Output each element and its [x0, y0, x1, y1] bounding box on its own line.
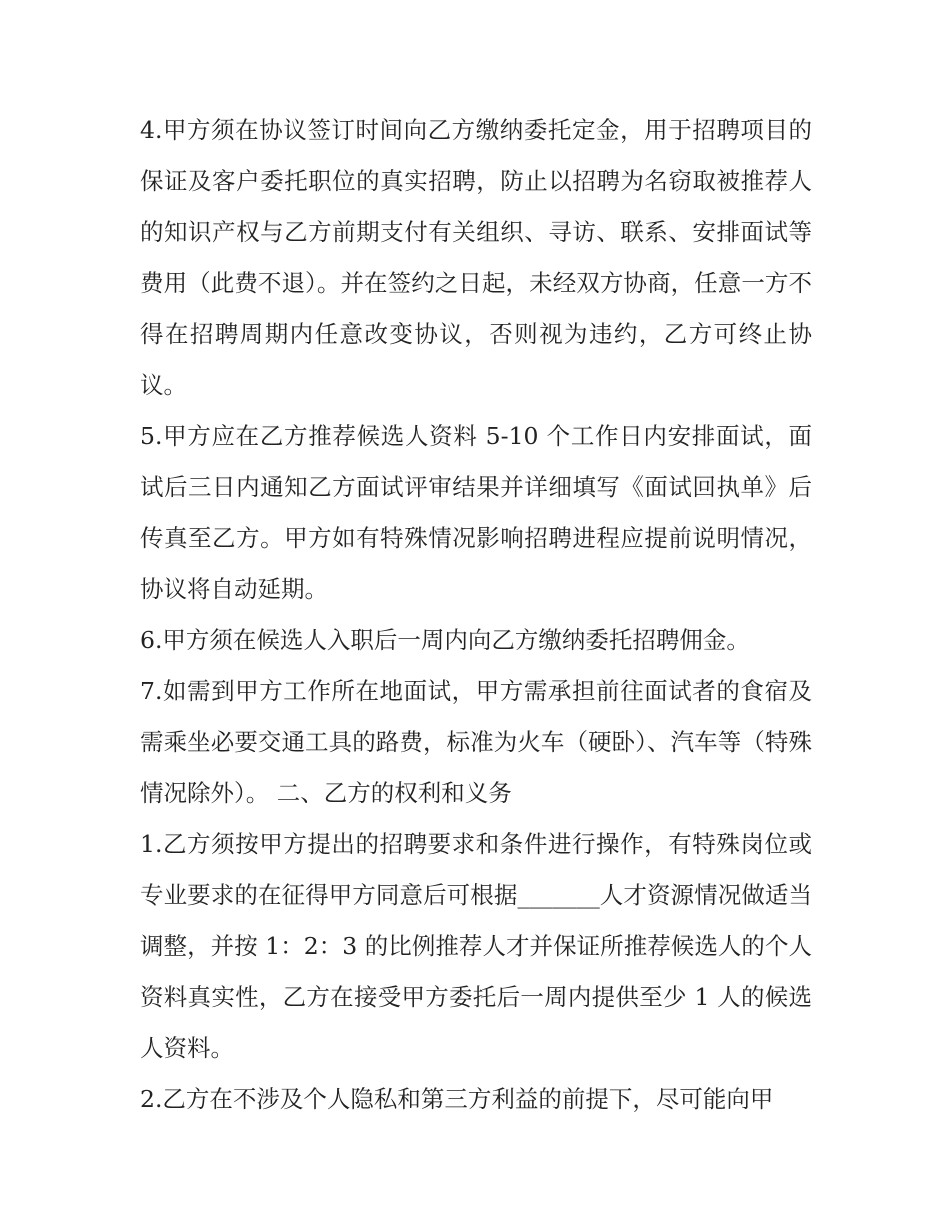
- clause-5-paragraph: 5.甲方应在乙方推荐候选人资料 5-10 个工作日内安排面试，面试后三日内通知乙方面试评审结果并详细填写《面试回执单》后传真至乙方。甲方如有特殊情况影响招聘进程应提前说明情况，协议将自动延期。: [140, 422, 812, 603]
- clause-6-paragraph: 6.甲方须在候选人入职后一周内向乙方缴纳委托招聘佣金。: [140, 626, 750, 654]
- party-b-clause-1-paragraph: 1.乙方须按甲方提出的招聘要求和条件进行操作，有特殊岗位或专业要求的在征得甲方同意后可根据_______人才资源情况做适当调整，并按 1：2：3 的比例推荐人才并保证所推荐候选人的个人资料真实性，乙方在接受甲方委托后一周内提供至少 1 人的候选人资料。: [140, 830, 812, 1062]
- clause-4-paragraph: 4.甲方须在协议签订时间向乙方缴纳委托定金，用于招聘项目的保证及客户委托职位的真实招聘，防止以招聘为名窃取被推荐人的知识产权与乙方前期支付有关组织、寻访、联系、安排面试等费用（此费不退）。并在签约之日起，未经双方协商，任意一方不得在招聘周期内任意改变协议，否则视为违约，乙方可终止协议。: [140, 116, 812, 399]
- document-body: [140, 105, 812, 1125]
- clause-7-paragraph: 7.如需到甲方工作所在地面试，甲方需承担前往面试者的食宿及需乘坐必要交通工具的路费，标准为火车（硬卧）、汽车等（特殊情况除外）。 二、乙方的权利和义务: [140, 677, 812, 807]
- party-b-clause-2-paragraph: 2.乙方在不涉及个人隐私和第三方利益的前提下，尽可能向甲: [140, 1085, 774, 1113]
